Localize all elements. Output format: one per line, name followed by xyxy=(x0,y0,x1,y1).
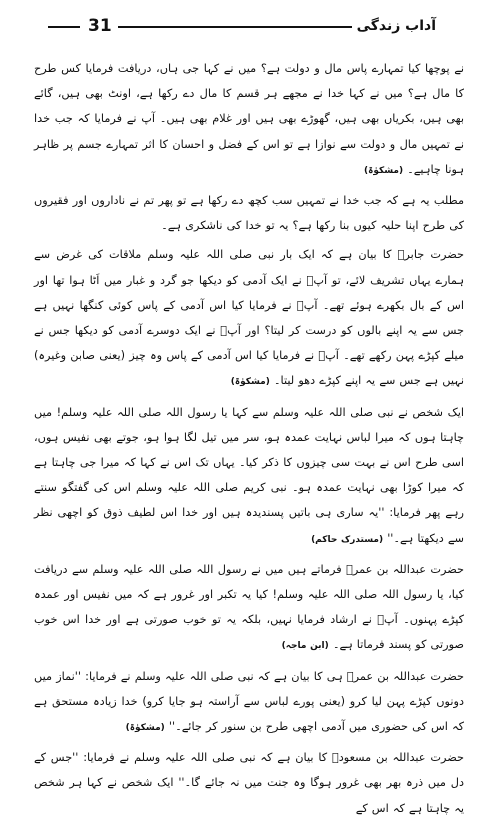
header-rule-middle xyxy=(118,26,352,28)
paragraph-7 xyxy=(34,745,464,821)
paragraph-4 xyxy=(34,400,464,553)
paragraph-6 xyxy=(34,664,464,742)
paragraph-1-reference: (مشکوٰۃ) xyxy=(363,165,404,176)
paragraph-2-text: مطلب یہ ہے کہ جب خدا نے تمہیں سب کچھ دے رکھا ہے تو پھر تم نے ناداروں اور فقیروں کی طرح اپنا حلیہ کیوں بنا رکھا ہے؟ یہ تو خدا کی ناشکری ہے۔ xyxy=(34,194,464,233)
paragraph-4-text: ایک شخص نے نبی صلی اللہ علیہ وسلم سے کہا یا رسول اللہ صلی اللہ علیہ وسلم! میں چاہتا ہوں کہ میرا لباس نہایت عمدہ ہو، سر میں تیل لگا ہوا ہو، جوتے بھی نفیس ہوں، اسی طرح اس نے بہت سی چیزوں کا ذکر کیا۔ یہاں تک اس نے کہا کہ میرا جی چاہتا ہے کہ میرا کوڑا بھی نہایت عمدہ ہو۔ نبی کریم صلی اللہ علیہ وسلم اس کی گفتگو سنتے رہے پھر فرمایا: ''یہ ساری ہی باتیں پسندیدہ ہیں اور خدا اس لطیف ذوق کو اچھی نظر سے دیکھتا ہے۔'' xyxy=(34,405,464,545)
paragraph-6-reference: (مشکوٰۃ) xyxy=(125,723,165,734)
page-header xyxy=(30,14,470,38)
page-number: 31 xyxy=(88,16,112,36)
body-text xyxy=(34,56,464,825)
running-title: آداب زندگی xyxy=(356,18,436,34)
paragraph-6-text: حضرت عبداللہ بن عمرؓ ہی کا بیان ہے کہ نبی صلی اللہ علیہ وسلم نے فرمایا: ''نماز میں دونوں کپڑے پہن لیا کرو (یعنی پورے لباس سے آراستہ ہو جایا کرو) خدا زیادہ مستحق ہے کہ اس کی حضوری میں آدمی اچھی طرح بن سنور کر جائے۔'' xyxy=(34,669,464,734)
paragraph-3-text: حضرت جابرؓ کا بیان ہے کہ ایک بار نبی صلی اللہ علیہ وسلم ملاقات کی غرض سے ہمارے یہاں تشریف لائے، تو آپؐ نے ایک آدمی کو دیکھا جو گرد و غبار میں اَٹا ہوا تھا اور اس کے بال بکھرے ہوئے تھے۔ آپؐ نے فرمایا کیا اس آدمی کے پاس کوئی کنگھا نہیں ہے جس سے یہ اپنے بالوں کو درست کر لیتا؟ اور آپؐ نے ایک دوسرے آدمی کو دیکھا جس نے میلے کپڑے پہن رکھے تھے۔ آپؐ نے فرمایا کیا اس آدمی کے پاس وہ چیز (یعنی صابن وغیرہ) نہیں ہے جس سے یہ اپنے کپڑے دھو لیتا۔ xyxy=(34,248,464,388)
paragraph-2 xyxy=(34,188,464,238)
paragraph-5 xyxy=(34,557,464,660)
paragraph-1-text: نے پوچھا کیا تمہارے پاس مال و دولت ہے؟ میں نے کہا جی ہاں، دریافت فرمایا کس طرح کا مال ہے؟ میں نے کہا خدا نے مجھے ہر قسم کا مال دے رکھا ہے، اونٹ بھی ہیں، گائے بھی ہیں، بکریاں بھی ہیں، گھوڑے بھی ہیں اور غلام بھی ہیں۔ آپ نے فرمایا کہ جب خدا نے تمہیں مال و دولت سے نوازا ہے تو اس کے فضل و احسان کا اثر تمہارے جسم پر ظاہر ہونا چاہیے۔ xyxy=(34,62,464,176)
paragraph-7-text: حضرت عبداللہ بن مسعودؓ کا بیان ہے کہ نبی صلی اللہ علیہ وسلم نے فرمایا: ''جس کے دل میں ذرہ بھر بھی غرور ہوگا وہ جنت میں نہ جائے گا۔'' ایک شخص نے کہا ہر شخص یہ چاہتا ہے کہ اس کے xyxy=(34,751,464,815)
paragraph-3-reference: (مشکوٰۃ) xyxy=(230,377,270,388)
paragraph-1 xyxy=(34,56,464,184)
paragraph-3 xyxy=(34,242,464,395)
header-rule-left xyxy=(48,26,80,28)
paragraph-5-text: حضرت عبداللہ بن عمرؓ فرماتے ہیں میں نے رسول اللہ صلی اللہ علیہ وسلم سے دریافت کیا، یا رسول اللہ صلی اللہ علیہ وسلم! کیا یہ تکبر اور غرور ہے کہ میں نفیس اور عمدہ کپڑے پہنوں۔ آپؐ نے ارشاد فرمایا نہیں، بلکہ یہ تو خوب صورتی ہے اور خدا اس خوب صورتی کو پسند فرماتا ہے۔ xyxy=(34,562,464,652)
paragraph-4-reference: (مستدرک حاکم) xyxy=(311,534,384,545)
paragraph-5-reference: (ابن ماجہ) xyxy=(281,641,329,652)
